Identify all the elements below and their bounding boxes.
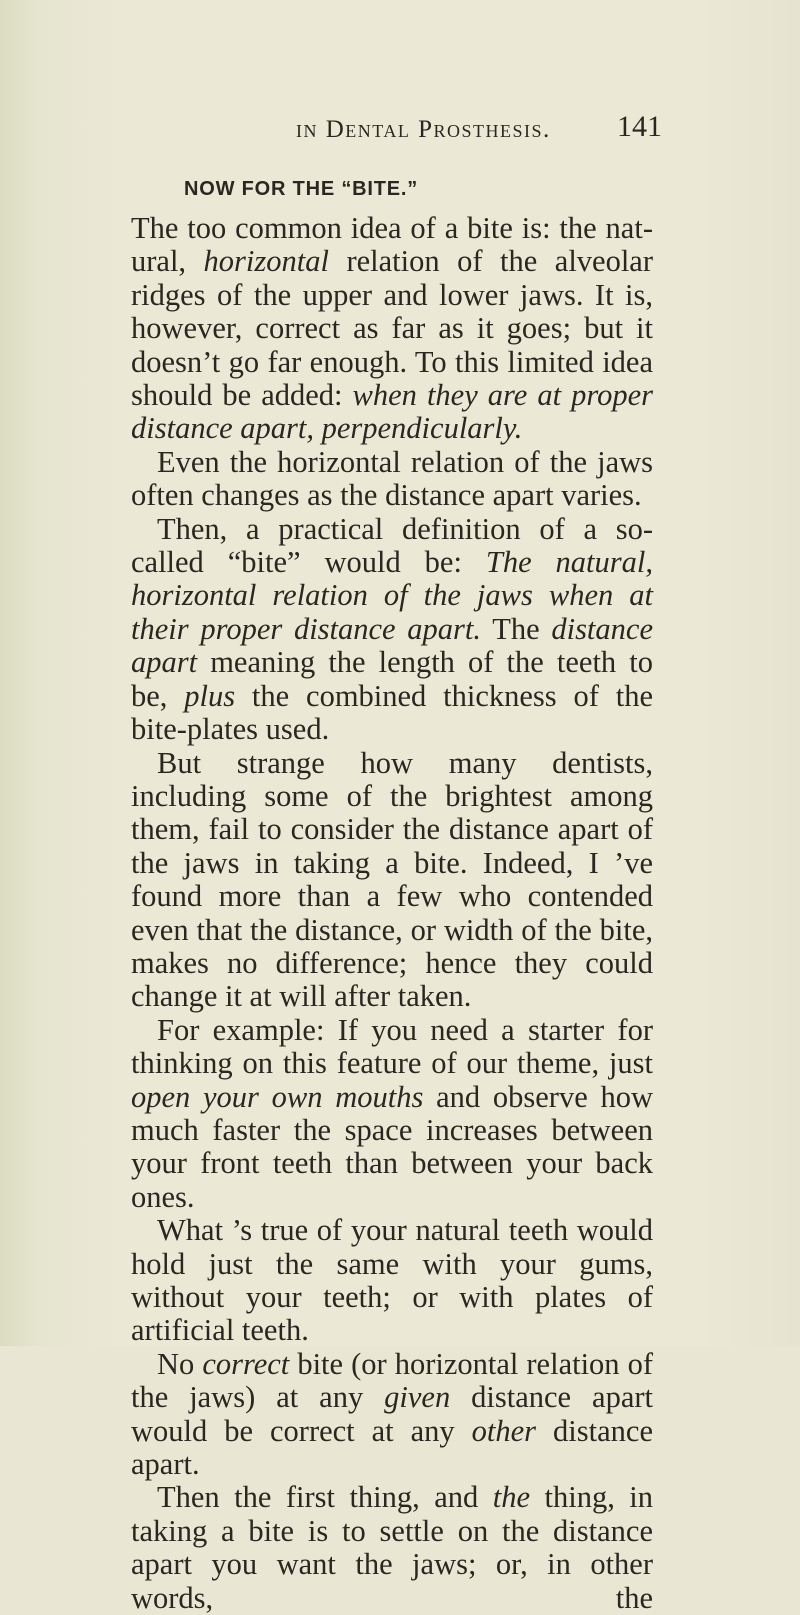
text-run: For example: If you need a starter for thinking on this feature of our theme, just: [131, 1012, 653, 1081]
italic-text-run: correct: [202, 1346, 290, 1381]
text-run: relation of the alveolar ridges of the upper and lower jaws. It is, however, correct as far as it goes; but it doesn’t go far enough. To this limited idea should be added:: [131, 244, 653, 413]
page-number: 141: [617, 110, 662, 143]
text-run: the combined thickness of the bite-plates used.: [131, 678, 653, 747]
paragraph: [131, 1481, 653, 1615]
text-run: bite (or horizontal relation of the jaws) at any: [131, 1346, 654, 1415]
text-run: thing, in taking a bite is to settle on the distance apart you want the jaws; or, in other words, the: [131, 1480, 654, 1615]
text-run: What ’s true of your natural teeth would hold just the same with your gums, without your teeth; or with plates of artificial teeth.: [131, 1213, 653, 1348]
text-run: But strange how many dentists, including some of the brightest among them, fail to consider the distance apart of the jaws in taking a bite. Indeed, I ’ve found more than a few who contended even that the distance, or width of the bite, makes no difference; hence they could change it at will after taken.: [131, 745, 653, 1014]
paragraph: [131, 1214, 653, 1348]
italic-text-run: horizontal: [203, 244, 329, 279]
paragraph: [131, 446, 653, 513]
text-run: The: [481, 611, 552, 646]
paragraph: [131, 212, 653, 446]
paragraph: [131, 1348, 653, 1482]
text-run: Even the horizontal relation of the jaws often changes as the distance apart varies.: [131, 444, 653, 513]
running-head: [0, 108, 800, 148]
section-heading: NOW FOR THE “BITE.”: [184, 178, 419, 200]
text-run: Then, a practical definition of a so-called “bite” would be:: [131, 511, 653, 580]
text-run: Then the first thing, and: [157, 1480, 493, 1515]
paragraph: [131, 513, 653, 747]
text-run: The too common idea of a bite is: the natural,: [131, 211, 653, 279]
italic-text-run: the: [492, 1480, 531, 1515]
paragraph: [131, 1014, 653, 1214]
italic-text-run: plus: [184, 678, 236, 713]
text-run: distance apart.: [131, 1413, 653, 1482]
text-run: distance apart would be correct at any: [131, 1380, 653, 1448]
italic-text-run: open your own mouths: [131, 1079, 424, 1114]
italic-text-run: given: [384, 1380, 451, 1415]
running-head-title: in Dental Prosthesis.: [296, 116, 551, 143]
italic-text-run: The natural, horizontal relation of the jaws when at their proper distance apart.: [131, 545, 653, 646]
italic-text-run: when they are at proper distance apart, perpendicularly.: [131, 378, 653, 446]
text-run: and observe how much faster the space increases between your front teeth than between your back ones.: [131, 1079, 653, 1214]
italic-text-run: other: [471, 1413, 537, 1448]
italic-text-run: distance apart: [131, 611, 653, 680]
text-run: meaning the length of the teeth to be,: [131, 645, 653, 713]
body-text: [131, 212, 653, 1615]
text-run: No: [157, 1346, 203, 1381]
paragraph: [131, 747, 653, 1014]
